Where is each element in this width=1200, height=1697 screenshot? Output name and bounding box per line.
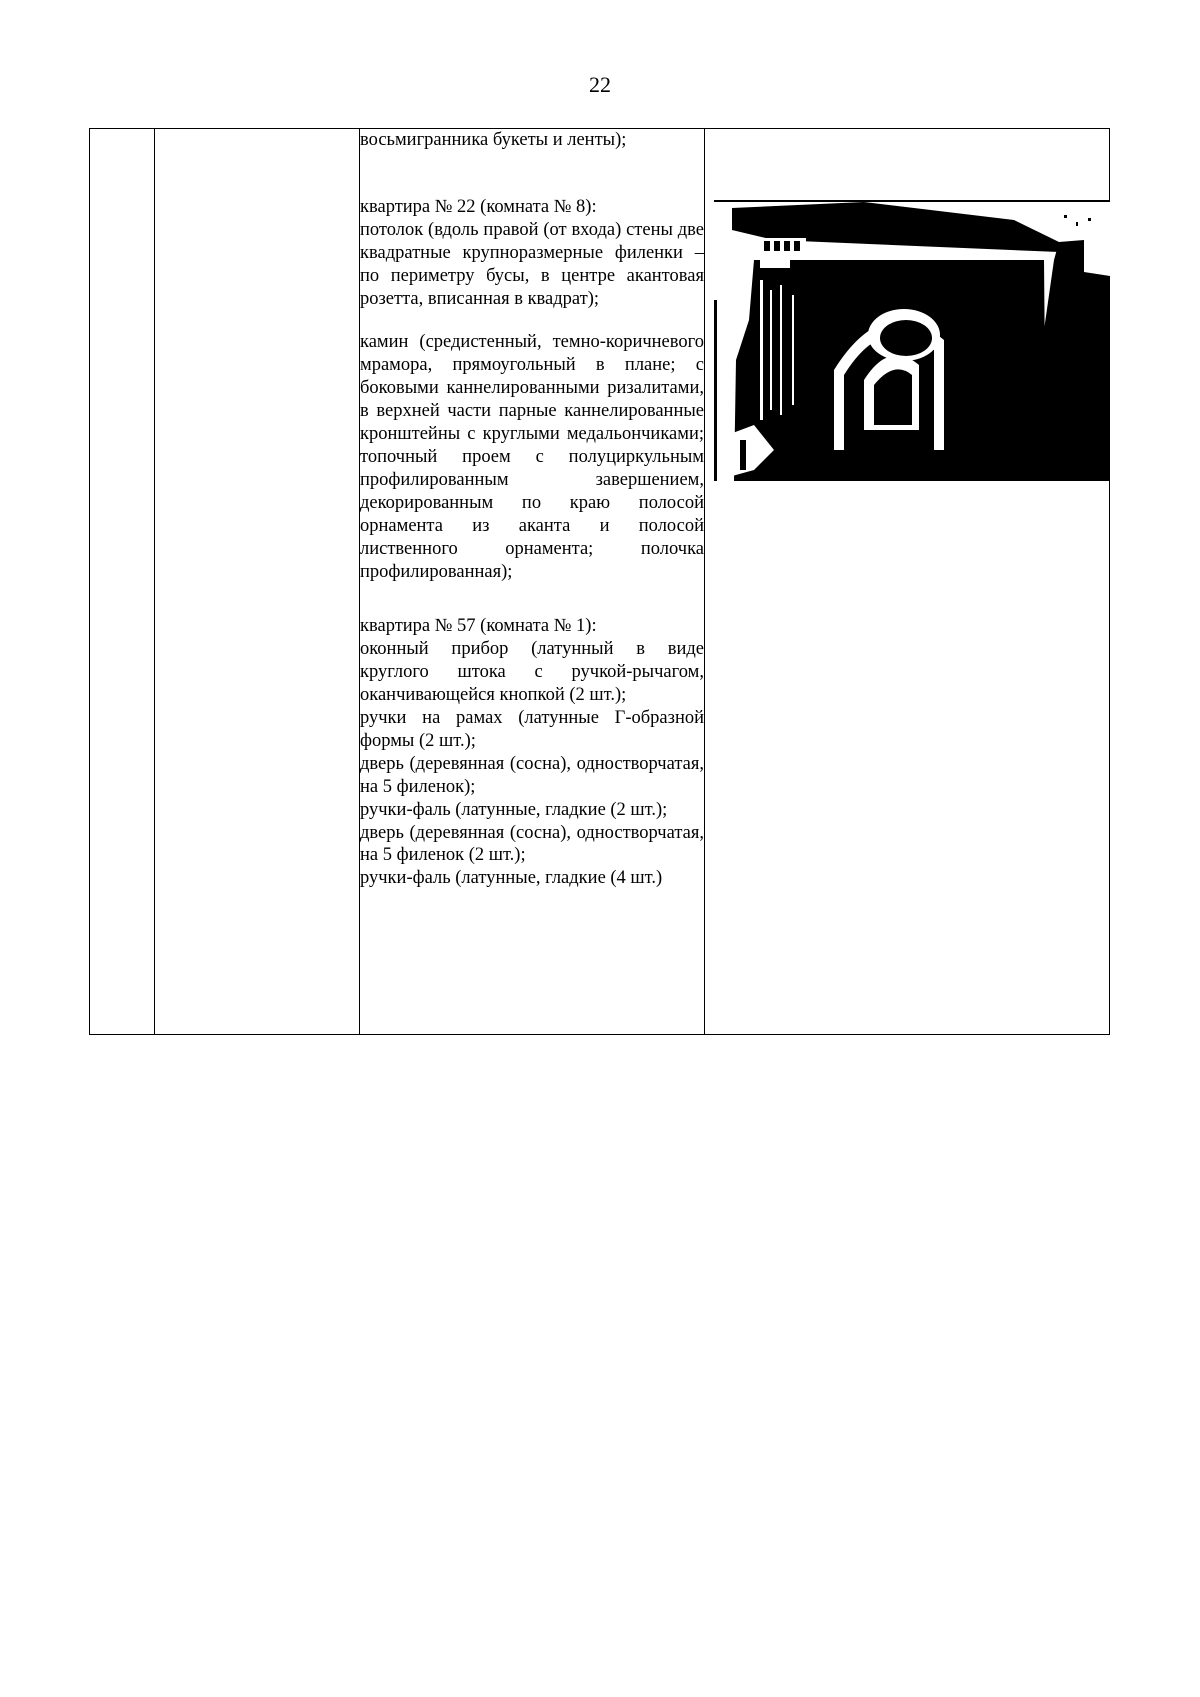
description-paragraph: потолок (вдоль правой (от входа) стены две квадратные крупноразмерные филенки – по периметру бусы, в центре акантовая розетта, вписанная в квадрат); (360, 219, 704, 309)
apartment-heading: квартира № 22 (комната № 8): (360, 196, 597, 217)
document-table (89, 128, 1110, 1035)
description-paragraph: дверь (деревянная (сосна), одностворчатая, на 5 филенок); (360, 753, 704, 797)
table-cell-description (360, 129, 705, 1035)
fireplace-photo (714, 200, 1110, 481)
description-paragraph: восьмигранника букеты и ленты); (360, 130, 627, 150)
description-paragraph: ручки-фаль (латунные, гладкие (2 шт.); (360, 799, 668, 820)
table-cell-number (90, 129, 155, 1035)
description-paragraph: камин (средистенный, темно-коричневого мрамора, прямоугольный в плане; с боковыми каннелированными ризалитами, в верхней части парные каннелированные кронштейны с круглыми медальончиками; топочный проем с полуциркульным профилированным завершением, декорированным по краю полосой орнамента из аканта и полосой лиственного орнамента; полочка профилированная); (360, 332, 704, 582)
description-paragraph: ручки-фаль (латунные, гладкие (4 шт.) (360, 868, 663, 889)
page-number: 22 (589, 72, 611, 97)
table-row (90, 129, 1110, 1035)
description-paragraph: дверь (деревянная (сосна), одностворчатая, на 5 филенок (2 шт.); (360, 822, 704, 866)
table-cell-name (155, 129, 360, 1035)
table-cell-photo (705, 129, 1110, 1035)
apartment-heading: квартира № 57 (комната № 1): (360, 616, 597, 637)
description-paragraph: оконный прибор (латунный в виде круглого штока с ручкой-рычагом, оканчивающейся кнопкой (2 шт.); (360, 639, 704, 706)
description-paragraph: ручки на рамах (латунные Г-образной формы (2 шт.); (360, 708, 704, 751)
